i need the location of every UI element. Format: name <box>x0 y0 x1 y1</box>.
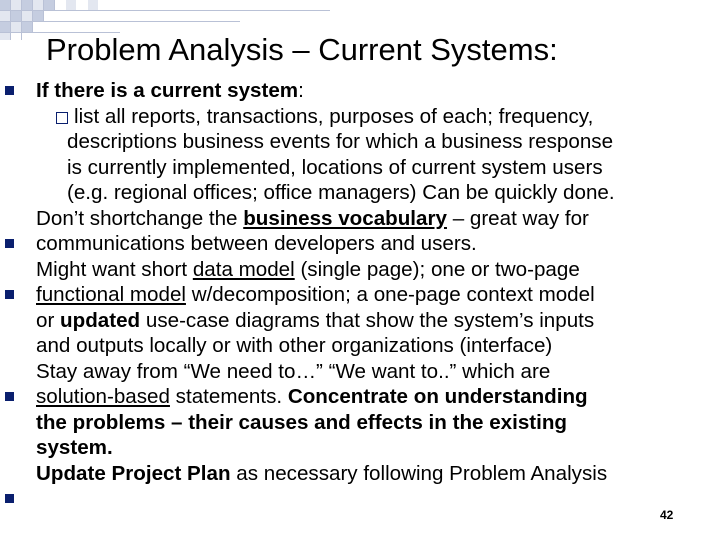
page-number: 42 <box>660 508 674 522</box>
hollow-square-bullet-icon <box>56 112 68 124</box>
square-bullet-icon <box>5 290 14 299</box>
square-bullet-icon <box>5 86 14 95</box>
bullet-3: Might want short data model (single page); one or two-page <box>36 257 580 281</box>
slide-body: If there is a current system: list all reports, transactions, purposes of each; frequency, descriptions business events for which a business response is currently implemented, locations of current system users (e.g. regional offices; office managers) Can be quickly done. Don’t shortchange the business vocabulary – great way for communications between developers and users. Might want short data model (single page); one or two-page functional model w/decomposition; a one-page context model or updated use-case diagrams that show the system’s inputs and outputs locally or with other organizations (interface) Stay away from “We need to…” “We want to..” which are solution-based statements. Concentrate on understanding the problems – their causes and effects in the existing system. Update Project Plan as necessary following Problem Analysis <box>36 78 716 486</box>
slide-title: Problem Analysis – Current Systems: <box>46 32 558 67</box>
square-bullet-icon <box>5 494 14 503</box>
square-bullet-icon <box>5 392 14 401</box>
bullet-4: Stay away from “We need to…” “We want to..” which are <box>36 359 551 383</box>
bullet-1: If there is a current system: <box>36 79 304 102</box>
sub-bullet-1: list all reports, transactions, purposes of each; frequency, <box>36 104 716 130</box>
bullet-2: Don’t shortchange the business vocabulary – great way for <box>36 206 589 230</box>
square-bullet-icon <box>5 239 14 248</box>
bullet-5: Update Project Plan as necessary following Problem Analysis <box>36 461 608 485</box>
